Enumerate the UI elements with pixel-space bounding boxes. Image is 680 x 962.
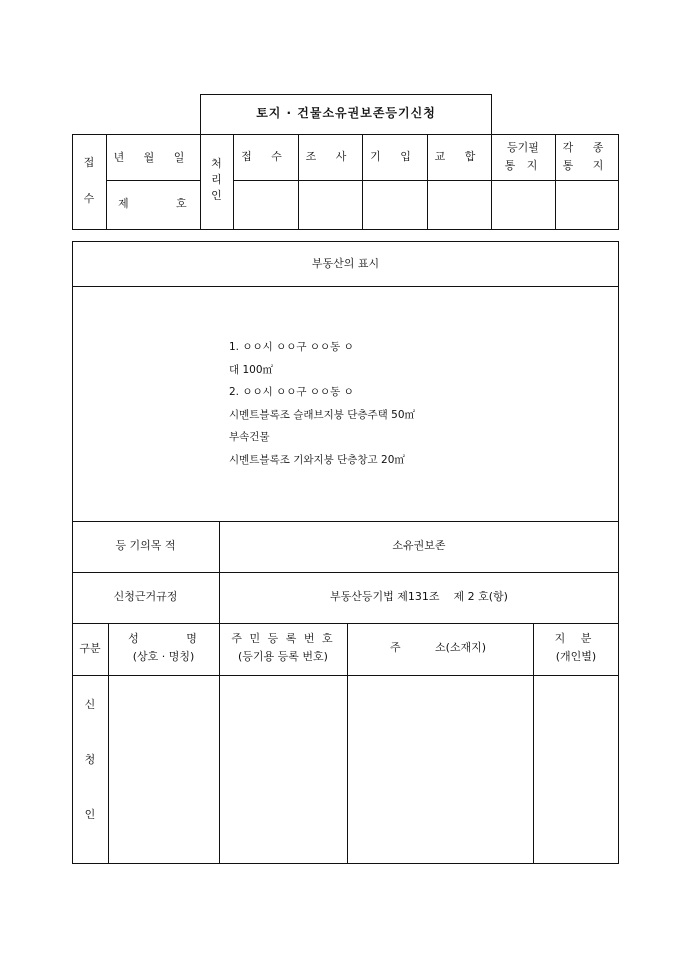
col-survey: 조 사 [305,150,355,163]
col-id: 주 민 등 록 번 호 [231,632,335,645]
handler-label-1: 처 [211,157,222,170]
basis-value: 부동산등기법 제131조 제 2 호(항) [330,590,508,603]
applicant-label-2: 청 [84,753,96,766]
col-addr: 주 [390,641,401,654]
purpose-label: 등 기의목 적 [115,539,176,552]
property-line: 부속건물 [229,431,270,443]
date-label: 년 월 일 [113,151,193,164]
property-line: 시멘트블록조 슬래브지붕 단층주택 50㎡ [229,408,416,421]
applicant-label-1: 신 [84,698,96,711]
col-name-sub: (상호 · 명칭) [132,650,195,663]
applicant-label-3: 인 [84,808,96,821]
purpose-value: 소유권보존 [392,539,446,552]
col-share: 지 분 [554,632,598,645]
handler-label-2: 리 [211,173,222,186]
reception-label-2: 수 [83,192,95,205]
handler-label-3: 인 [211,189,222,202]
property-description [229,336,415,471]
col-receipt: 접 수 [241,150,290,163]
col-done-notice: 통 지 [504,159,542,172]
col-share-sub: (개인별) [555,650,597,663]
col-misc-notice: 통 지 [562,159,612,172]
col-entry: 기 입 [370,150,419,163]
col-type: 구분 [79,642,101,655]
property-line: 1. ㅇㅇ시 ㅇㅇ구 ㅇㅇ동 ㅇ [229,341,354,353]
reception-label-1: 접 [83,156,95,169]
property-line: 대 100㎡ [229,363,274,376]
col-addr-sub: 소(소재지) [435,641,487,654]
property-line: 시멘트블록조 기와지붕 단층창고 20㎡ [229,453,405,466]
col-misc: 각 종 [562,141,612,154]
basis-label: 신청근거규정 [113,590,178,603]
col-name: 성 명 [128,632,219,645]
col-check: 교 합 [434,150,484,163]
property-line: 2. ㅇㅇ시 ㅇㅇ구 ㅇㅇ동 ㅇ [229,386,354,398]
col-done: 등기필 [507,141,539,154]
property-heading: 부동산의 표시 [311,257,380,270]
col-id-sub: (등기용 등록 번호) [238,650,328,663]
form-title: 토지 · 건물소유권보존등기신청 [256,106,436,120]
